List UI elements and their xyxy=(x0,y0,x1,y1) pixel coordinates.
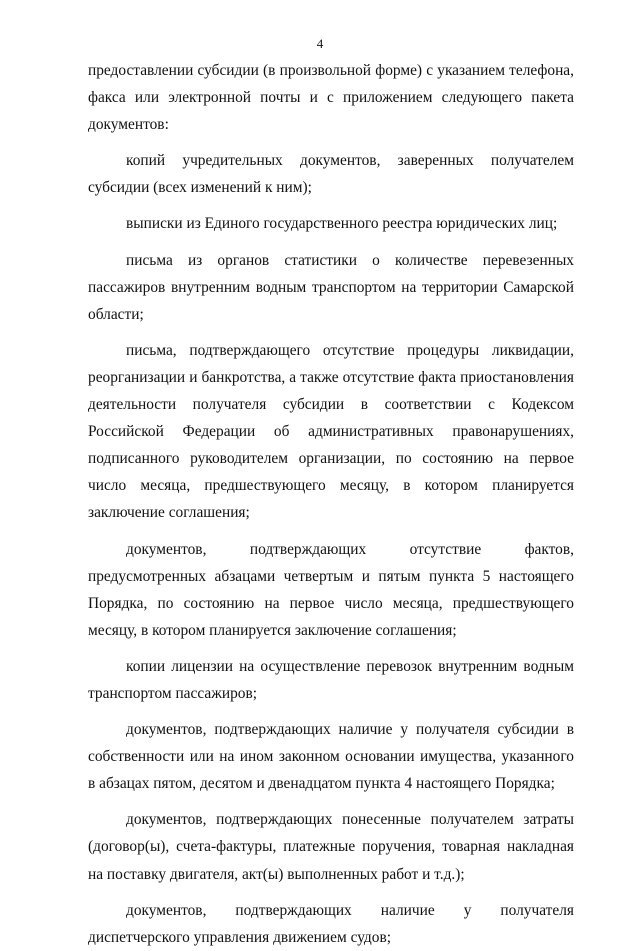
paragraph-no-liquidation-letter: письма, подтверждающего отсутствие процедуры ликвидации, реорганизации и банкротства, а также отсутствие факта приостановления деятельности получателя субсидии в соответствии с Кодексом Российской Федерации об административных правонарушениях, подписанного руководителем организации, по состоянию на первое число месяца, предшествующего месяцу, в котором планируется заключение соглашения; xyxy=(88,341,574,522)
paragraph-registry-extract: выписки из Единого государственного реестра юридических лиц; xyxy=(126,215,558,233)
paragraph-license-copy: копии лицензии на осуществление перевозок внутренним водным транспортом пассажиров; xyxy=(88,657,574,702)
paragraph-property-docs: документов, подтверждающих наличие у получателя субсидии в собственности или на ином законном основании имущества, указанного в абзацах пятом, десятом и двенадцатом пункта 4 настоящего Порядка; xyxy=(88,721,574,793)
paragraph-dispatch-docs: документов, подтверждающих наличие у получателя диспетчерского управления движением судов; xyxy=(88,901,574,946)
paragraph-intro: предоставлении субсидии (в произвольной форме) с указанием телефона, факса или электронной почты и с приложением следующего пакета документов: xyxy=(88,62,574,134)
page-number: 4 xyxy=(316,36,324,51)
document-body xyxy=(88,57,574,951)
paragraph-statistics-letter: письма из органов статистики о количестве перевезенных пассажиров внутренним водным транспортом на территории Самарской области; xyxy=(88,251,574,323)
paragraph-no-facts-docs: документов, подтверждающих отсутствие фактов, предусмотренных абзацами четвертым и пятым пункта 5 настоящего Порядка, по состоянию на первое число месяца, предшествующего месяцу, в котором планируется заключение соглашения; xyxy=(88,540,574,639)
paragraph-expense-docs: документов, подтверждающих понесенные получателем затраты (договор(ы), счета-фактуры, платежные поручения, товарная накладная на поставку двигателя, акт(ы) выполненных работ и т.д.); xyxy=(88,811,574,883)
paragraph-founding-docs: копий учредительных документов, заверенных получателем субсидии (всех изменений к ним); xyxy=(88,152,574,197)
